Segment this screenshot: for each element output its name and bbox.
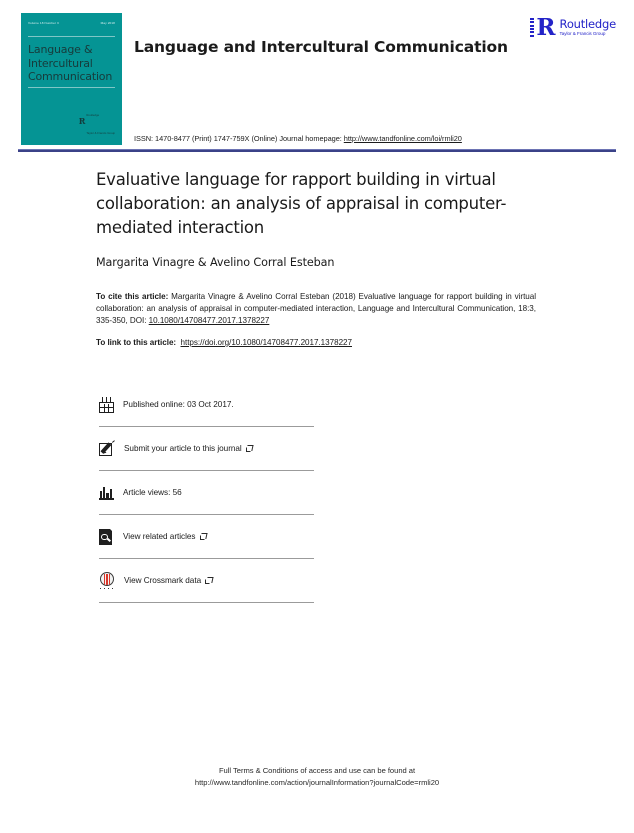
cover-rule-top — [28, 36, 115, 37]
action-text: View Crossmark data — [124, 576, 202, 585]
cover-publisher-text — [86, 103, 115, 139]
cover-title: Language & Intercultural Communication — [28, 43, 113, 83]
journal-homepage-link[interactable]: http://www.tandfonline.com/loi/rmli20 — [343, 134, 462, 143]
submit-article-icon — [99, 441, 115, 457]
action-submit-article[interactable] — [99, 426, 314, 470]
routledge-wordmark — [560, 18, 616, 37]
action-published-online — [99, 383, 314, 426]
cover-volume-text: Volume 18 Number 3 — [28, 21, 59, 25]
routledge-r-icon: R — [536, 14, 556, 41]
action-article-views — [99, 470, 314, 514]
routledge-tagline: Taylor & Francis Group — [559, 31, 606, 36]
citation-block — [96, 291, 536, 326]
citation-text: Margarita Vinagre & Avelino Corral Esteban (2018) Evaluative language for rapport building in virtual collaboration: an analysis of appraisal in computer-mediated interaction, Language and Intercultural Communication, 18:3, 335-350, DOI: — [96, 292, 537, 325]
actions-bottom-divider — [99, 602, 314, 603]
action-view-crossmark-data[interactable] — [99, 558, 314, 602]
external-link-icon — [246, 445, 253, 452]
action-label — [124, 444, 253, 453]
article-actions-list — [99, 383, 314, 603]
related-articles-icon — [99, 529, 114, 545]
cover-publisher-logo — [79, 103, 115, 139]
action-label — [123, 400, 234, 409]
masthead-divider — [18, 149, 616, 152]
routledge-barcode-icon — [530, 18, 535, 40]
doi-url-link[interactable]: https://doi.org/10.1080/14708477.2017.1378227 — [180, 338, 352, 347]
routledge-logo — [530, 14, 616, 41]
citation-label: To cite this article: — [96, 292, 169, 301]
cover-routledge-mark-icon: R — [78, 116, 86, 126]
cover-publisher-name: Routledge — [86, 113, 100, 117]
action-label — [123, 532, 207, 541]
journal-title: Language and Intercultural Communication — [134, 38, 508, 56]
action-text: Submit your article to this journal — [124, 444, 242, 453]
doi-link-label: To link to this article: — [96, 338, 177, 347]
footer-terms-line: Full Terms & Conditions of access and use can be found at — [218, 766, 416, 775]
external-link-icon — [205, 577, 212, 584]
bar-chart-icon — [99, 485, 114, 500]
page-footer — [0, 765, 634, 789]
issn-homepage-line — [134, 134, 462, 143]
cover-date-text: May 2018 — [100, 21, 115, 25]
routledge-name: Routledge — [559, 17, 616, 31]
journal-masthead — [0, 0, 634, 152]
action-text: View related articles — [123, 532, 196, 541]
external-link-icon — [200, 533, 207, 540]
action-text: Published online: 03 Oct 2017. — [123, 400, 234, 409]
crossmark-icon — [99, 572, 115, 589]
cover-publisher-tagline: Taylor & Francis Group — [86, 131, 115, 135]
doi-link-block — [96, 337, 536, 349]
article-authors: Margarita Vinagre & Avelino Corral Esteban — [96, 256, 335, 269]
journal-cover-thumbnail — [21, 13, 122, 145]
footer-url-line[interactable]: http://www.tandfonline.com/action/journalInformation?journalCode=rmli20 — [194, 778, 440, 787]
citation-doi-link[interactable]: 10.1080/14708477.2017.1378227 — [148, 315, 270, 325]
cover-top-row — [28, 20, 115, 26]
action-label — [123, 488, 182, 497]
calendar-icon — [99, 397, 114, 413]
issn-text: ISSN: 1470-8477 (Print) 1747-759X (Online) Journal homepage: — [134, 134, 344, 143]
action-text: Article views: 56 — [123, 488, 182, 497]
cover-rule-bottom — [28, 87, 115, 88]
action-label — [124, 576, 212, 585]
action-view-related-articles[interactable] — [99, 514, 314, 558]
article-title: Evaluative language for rapport building in virtual collaboration: an analysis of appraisal in computer-mediated interaction — [96, 170, 507, 237]
